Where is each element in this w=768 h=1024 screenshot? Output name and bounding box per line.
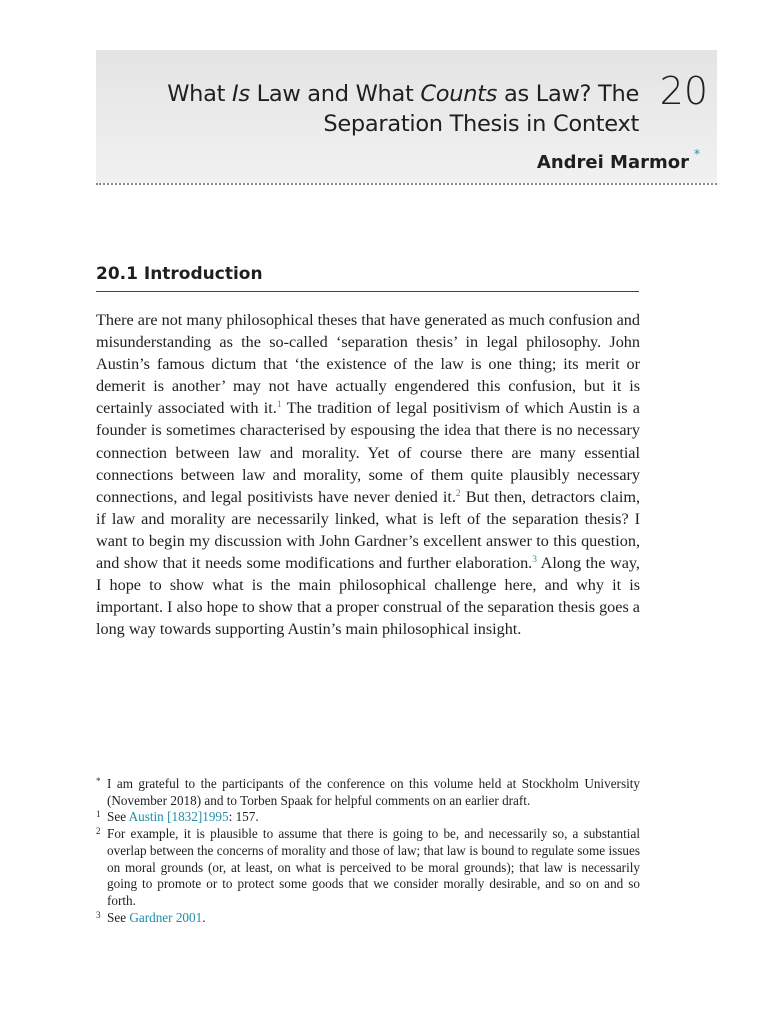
- footnote-mark: 3: [96, 909, 101, 920]
- body-text-span: There are not many philosophical theses that have generated as much confusion and misunderstanding as the so-called ‘separation thesis’ in legal philosophy. John Austin’s famous dictum that ‘the existence of the law is one thing; its merit or demerit is another’ may not have actually engendered this confusion, but it is certainly associated with it.: [96, 311, 640, 418]
- author-name: Andrei Marmor: [536, 152, 689, 173]
- body-paragraph: [96, 309, 640, 640]
- footnote-1: [96, 809, 640, 826]
- citation-link-austin[interactable]: Austin [1832]1995: [128, 809, 229, 825]
- footnote-mark: *: [96, 776, 101, 786]
- footnote-text: I am grateful to the participants of the conference on this volume held at Stockholm University (November 2018) and to Torben Spaak for helpful comments on an earlier draft.: [107, 776, 640, 808]
- body-text-span: Along the way, I hope to show what is the main philosophical challenge here, and why it is important. I also hope to show that a proper construal of the separation thesis goes a long way towards supporting Austin’s main philosophical insight.: [96, 554, 640, 639]
- title-italic-counts: Counts: [420, 81, 498, 107]
- title-part: What: [167, 81, 232, 107]
- section-divider: [96, 291, 639, 292]
- footnote-2: [96, 826, 640, 910]
- header-divider: [96, 183, 717, 185]
- section-heading: 20.1 Introduction: [96, 264, 263, 284]
- body-text-span: But then, detractors claim, if law and morality are necessarily linked, what is left of the separation thesis? I want to begin my discussion with John Gardner’s excellent answer to this question, and show that it needs some modifications and further elaboration.: [96, 487, 641, 573]
- footnote-3: [96, 910, 640, 927]
- title-part: Law and What: [249, 81, 421, 107]
- footnotes: [96, 776, 640, 926]
- footnote-ref-3[interactable]: 3: [532, 555, 537, 566]
- footnote-text: See: [107, 809, 129, 825]
- footnote-text: See: [107, 909, 130, 925]
- title-part: as Law? The: [497, 81, 639, 107]
- footnote-text: : 157.: [228, 809, 259, 825]
- footnote-ref-2[interactable]: 2: [455, 488, 461, 499]
- citation-link-gardner[interactable]: Gardner 2001: [129, 909, 203, 925]
- author-footnote-link[interactable]: *: [694, 147, 700, 161]
- footnote-mark: 1: [96, 809, 101, 820]
- body-text-span: The tradition of legal positivism of which Austin is a founder is sometimes characterised by espousing the idea that there is no necessary connection between law and morality. Yet of course there are many essential connections between law and morality, some of them quite plausibly necessary connections, and legal positivists have never denied it.: [96, 399, 640, 506]
- footnote-text: For example, it is plausible to assume that there is going to be, and necessarily so, a substantial overlap between the concerns of morality and those of law; that law is bound to regulate some issues on moral grounds (or, at least, on what is perceived to be moral grounds); that law is necessarily going to promote or to protect some goods that we consider morally desirable, and so on and so forth.: [107, 826, 640, 908]
- title-part: Separation Thesis in Context: [323, 111, 639, 137]
- chapter-title: [110, 79, 639, 139]
- footnote-star: [96, 776, 640, 809]
- chapter-number: 20: [659, 69, 708, 113]
- footnote-ref-1[interactable]: 1: [276, 400, 282, 411]
- title-italic-is: Is: [232, 81, 250, 107]
- footnote-text: .: [202, 909, 206, 925]
- footnote-mark: 2: [96, 826, 101, 837]
